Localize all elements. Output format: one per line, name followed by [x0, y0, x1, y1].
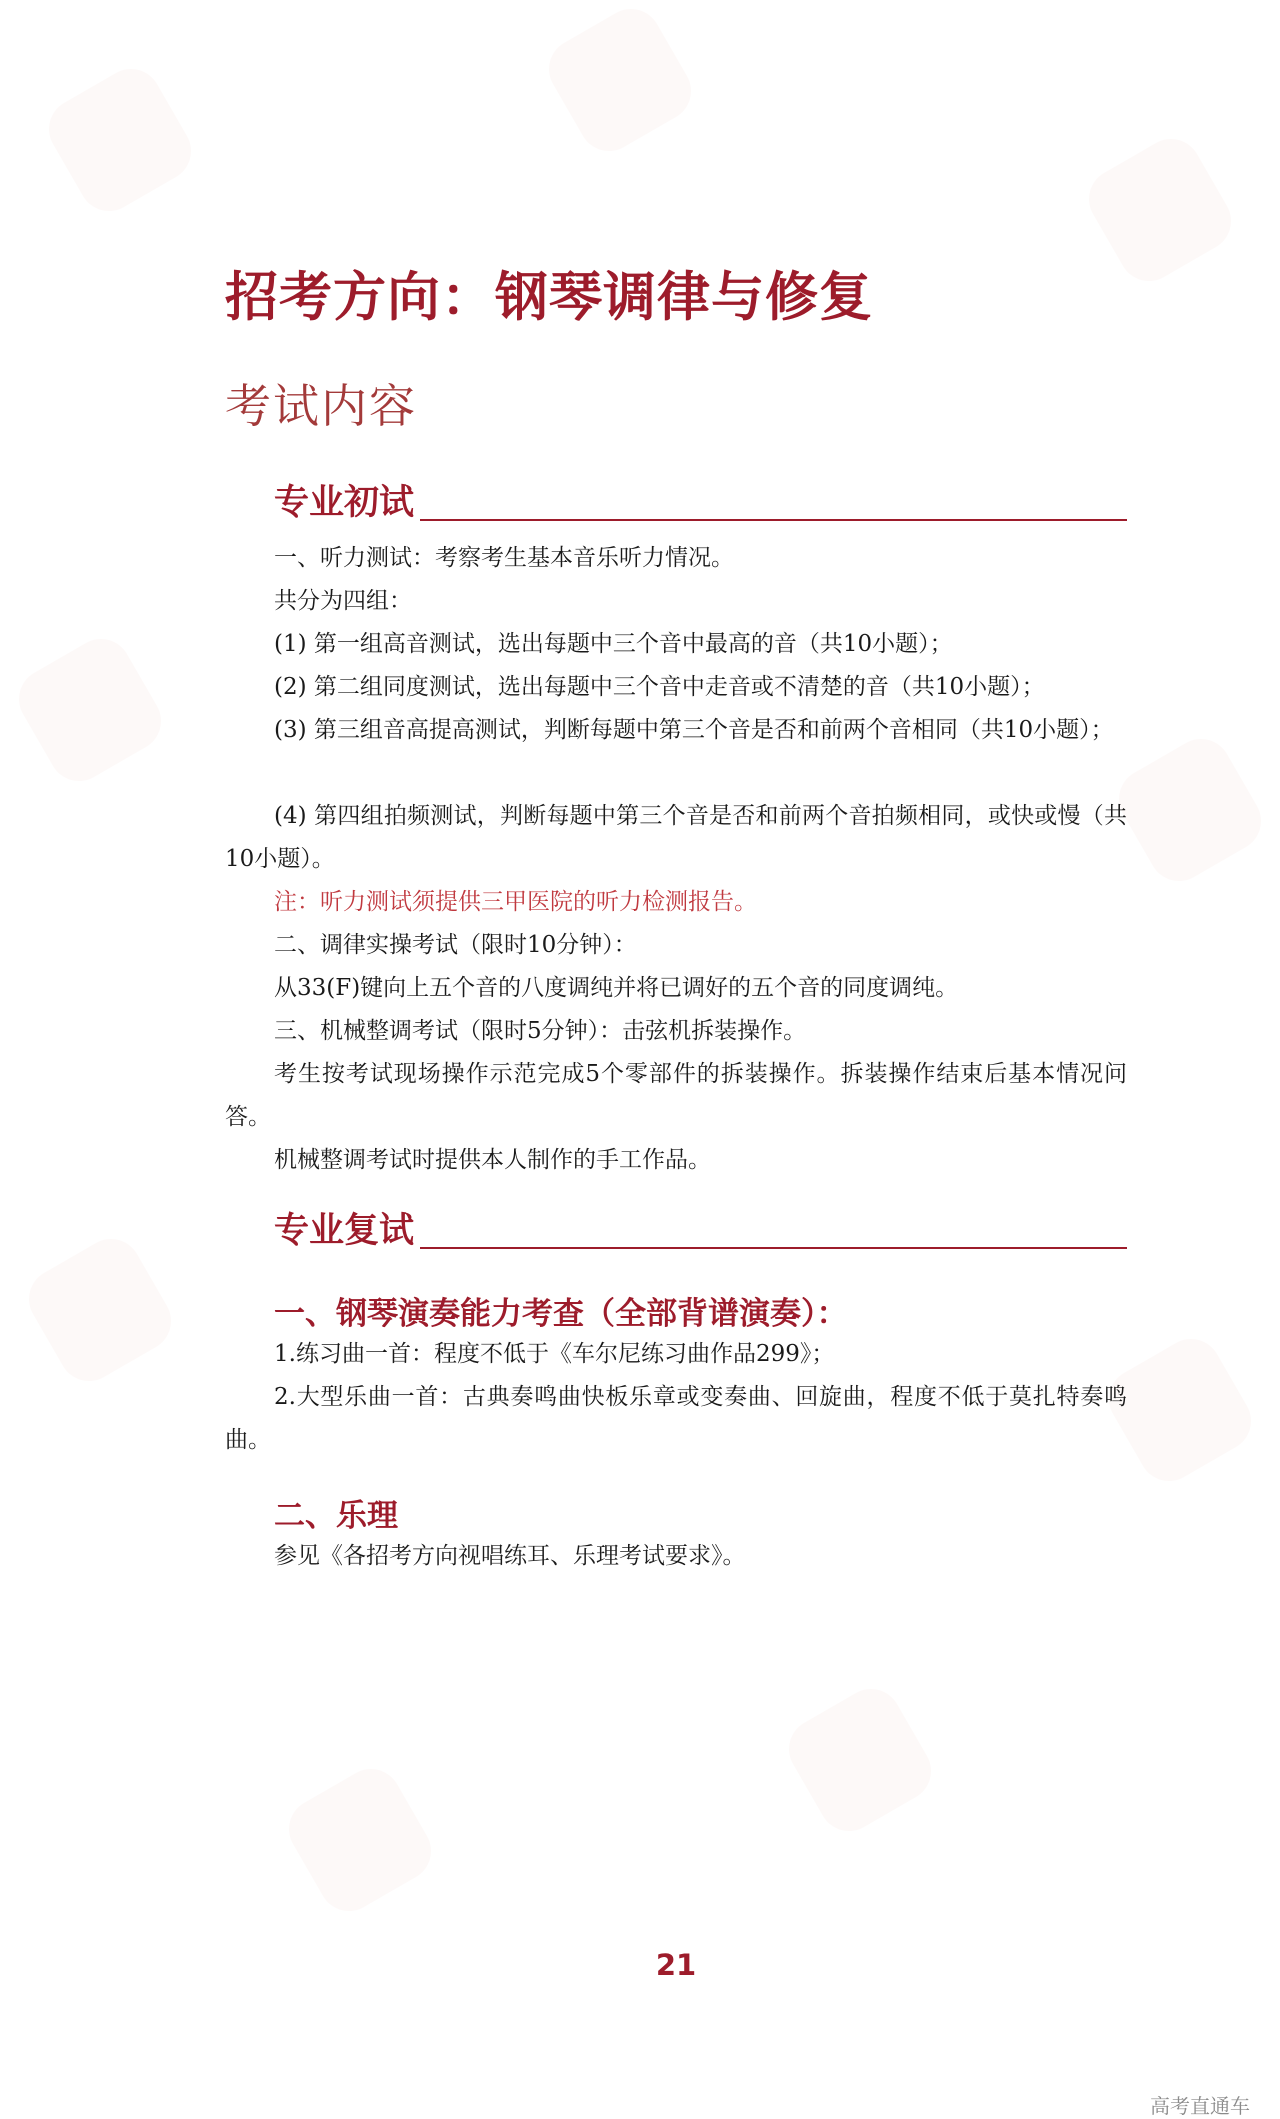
paragraph-tuning-exam: 二、调律实操考试（限时10分钟）： — [274, 932, 637, 958]
section-initial-label: 专业初试 — [274, 483, 415, 523]
section-divider — [420, 519, 1127, 521]
paragraph-mechanical-exam: 三、机械整调考试（限时5分钟）：击弦机拆装操作。 — [274, 1018, 807, 1044]
paragraph-note: 注：听力测试须提供三甲医院的听力检测报告。 — [274, 889, 757, 915]
paragraph-group-1: (1) 第一组高音测试，选出每题中三个音中最高的音（共10小题）； — [274, 631, 953, 657]
section-retest-label: 专业复试 — [274, 1211, 415, 1251]
document-page — [225, 0, 1127, 2108]
subsection-piano-performance: 一、钢琴演奏能力考查（全部背谱演奏）： — [274, 1296, 848, 1332]
brand-mark: 高考直通车 — [1150, 2094, 1250, 2118]
paragraph-groups-intro: 共分为四组： — [274, 588, 412, 614]
section-divider — [420, 1247, 1127, 1249]
paragraph-etude: 1.练习曲一首：程度不低于《车尔尼练习曲作品299》； — [274, 1341, 835, 1367]
watermark-tile — [38, 58, 202, 222]
section-retest-heading — [274, 1203, 1127, 1253]
watermark-tile — [8, 628, 172, 792]
paragraph-group-3: (3) 第三组音高提高测试，判断每题中第三个音是否和前两个音相同（共10小题）； — [274, 717, 1114, 743]
paragraph-large-piece: 2.大型乐曲一首：古典奏鸣曲快板乐章或变奏曲、回旋曲，程度不低于莫扎特奏鸣曲。 — [225, 1384, 1127, 1453]
watermark-tile — [18, 1228, 182, 1392]
paragraph-mechanical-detail: 考生按考试现场操作示范完成5个零部件的拆装操作。拆装操作结束后基本情况问答。 — [225, 1061, 1127, 1130]
paragraph-tuning-detail: 从33(F)键向上五个音的八度调纯并将已调好的五个音的同度调纯。 — [274, 975, 959, 1001]
subsection-music-theory: 二、乐理 — [274, 1498, 398, 1534]
watermark-tile — [1108, 728, 1272, 892]
paragraph-theory-reference: 参见《各招考方向视唱练耳、乐理考试要求》。 — [274, 1543, 746, 1569]
page-subtitle: 考试内容 — [225, 379, 417, 433]
page-title: 招考方向：钢琴调律与修复 — [225, 267, 873, 328]
paragraph-handmade-work: 机械整调考试时提供本人制作的手工作品。 — [274, 1147, 711, 1173]
paragraph-group-2: (2) 第二组同度测试，选出每题中三个音中走音或不清楚的音（共10小题）； — [274, 674, 1045, 700]
section-initial-heading — [274, 475, 1127, 525]
paragraph-group-4: (4) 第四组拍频测试，判断每题中第三个音是否和前两个音拍频相同，或快或慢（共10小题）。 — [225, 803, 1127, 872]
page-number: 21 — [655, 1948, 697, 1982]
paragraph-listening-test: 一、听力测试：考察考生基本音乐听力情况。 — [274, 545, 734, 571]
